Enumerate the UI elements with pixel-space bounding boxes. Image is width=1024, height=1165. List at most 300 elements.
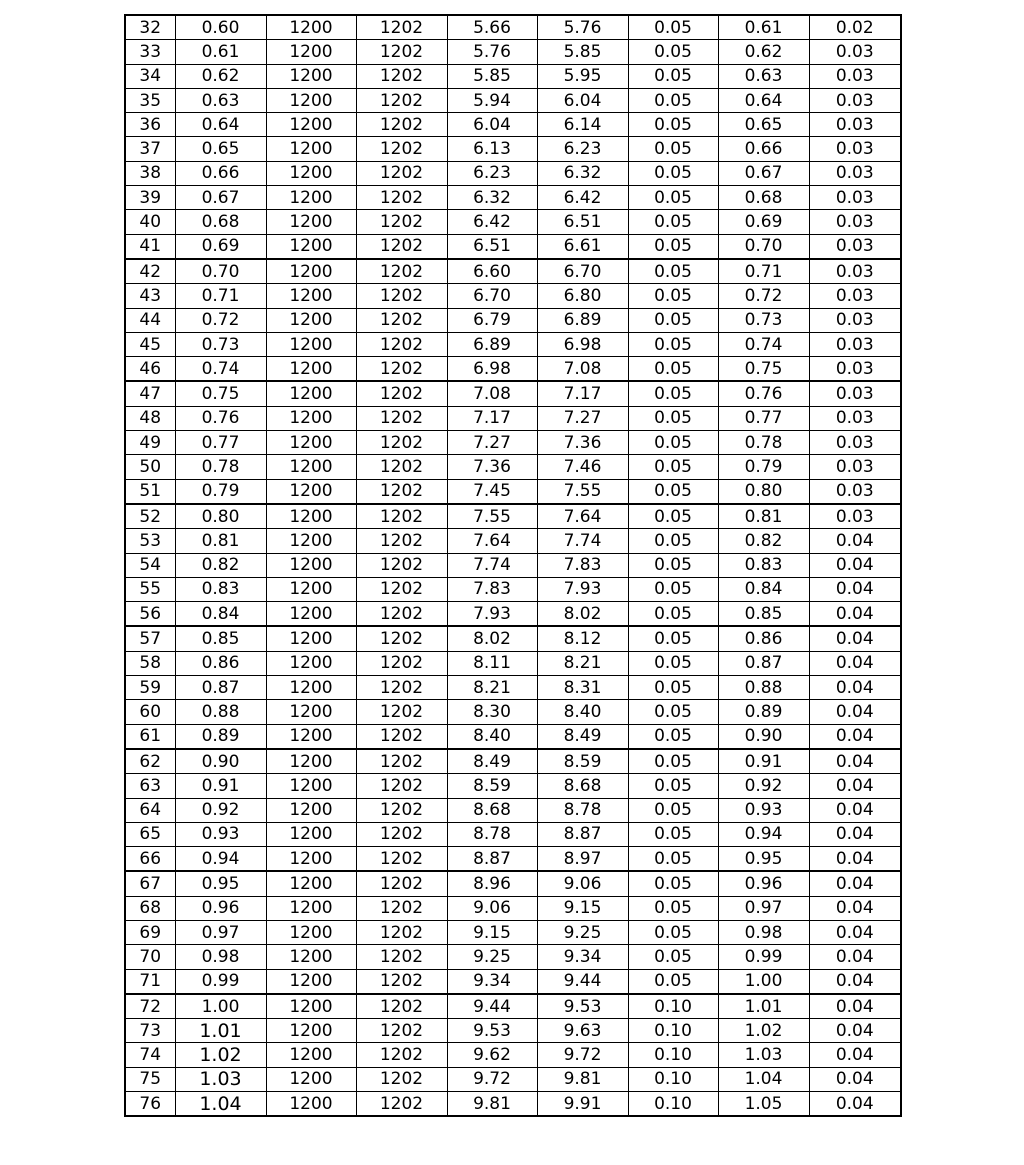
table-cell: 0.04	[809, 969, 901, 994]
table-cell: 1202	[356, 504, 447, 529]
table-cell: 0.68	[175, 210, 266, 234]
table-cell: 0.03	[809, 479, 901, 504]
table-cell: 1200	[266, 1019, 356, 1043]
table-cell: 8.87	[537, 822, 628, 846]
table-cell: 0.95	[175, 871, 266, 896]
table-cell: 0.04	[809, 529, 901, 553]
table-cell: 1200	[266, 651, 356, 675]
table-cell: 7.83	[447, 577, 537, 601]
table-cell: 0.05	[628, 455, 718, 479]
table-cell: 5.85	[447, 64, 537, 88]
table-cell: 1200	[266, 210, 356, 234]
table-cell: 1202	[356, 1019, 447, 1043]
table-cell: 0.03	[809, 406, 901, 430]
table-row	[125, 676, 901, 700]
table-cell: 0.87	[718, 651, 809, 675]
table-cell: 0.77	[175, 431, 266, 455]
table-cell: 58	[125, 651, 175, 675]
table-cell: 0.03	[809, 455, 901, 479]
table-cell: 1202	[356, 1067, 447, 1091]
table-cell: 0.65	[718, 113, 809, 137]
table-cell: 0.93	[175, 822, 266, 846]
table-cell: 0.87	[175, 676, 266, 700]
table-cell: 9.53	[537, 994, 628, 1019]
table-cell: 1202	[356, 210, 447, 234]
table-body	[125, 15, 901, 1116]
table-row	[125, 724, 901, 749]
table-cell: 0.84	[718, 577, 809, 601]
table-cell: 0.05	[628, 871, 718, 896]
table-cell: 0.70	[175, 259, 266, 284]
table-cell: 9.44	[537, 969, 628, 994]
table-cell: 0.72	[175, 308, 266, 332]
table-cell: 0.05	[628, 651, 718, 675]
table-cell: 8.87	[447, 847, 537, 872]
table-cell: 7.93	[447, 602, 537, 627]
table-cell: 59	[125, 676, 175, 700]
table-cell: 1202	[356, 529, 447, 553]
table-row	[125, 455, 901, 479]
table-cell: 0.04	[809, 798, 901, 822]
table-cell: 0.03	[809, 137, 901, 161]
table-cell: 1202	[356, 381, 447, 406]
table-cell: 1200	[266, 15, 356, 40]
table-cell: 9.15	[537, 896, 628, 920]
table-cell: 0.05	[628, 284, 718, 308]
table-cell: 8.21	[537, 651, 628, 675]
table-cell: 0.04	[809, 822, 901, 846]
table-cell: 0.04	[809, 676, 901, 700]
table-row	[125, 871, 901, 896]
table-row	[125, 920, 901, 944]
table-cell: 0.66	[718, 137, 809, 161]
table-cell: 65	[125, 822, 175, 846]
table-cell: 43	[125, 284, 175, 308]
table-cell: 0.73	[175, 332, 266, 356]
table-cell: 9.44	[447, 994, 537, 1019]
table-cell: 51	[125, 479, 175, 504]
table-cell: 0.95	[718, 847, 809, 872]
table-cell: 0.78	[175, 455, 266, 479]
table-cell: 6.80	[537, 284, 628, 308]
table-cell: 33	[125, 40, 175, 64]
table-cell: 0.05	[628, 847, 718, 872]
table-cell: 0.88	[718, 676, 809, 700]
table-cell: 0.85	[718, 602, 809, 627]
table-cell: 6.23	[537, 137, 628, 161]
table-cell: 8.68	[447, 798, 537, 822]
table-cell: 0.90	[718, 724, 809, 749]
table-row	[125, 64, 901, 88]
table-cell: 1202	[356, 896, 447, 920]
table-cell: 6.70	[537, 259, 628, 284]
table-cell: 1200	[266, 113, 356, 137]
table-cell: 1202	[356, 577, 447, 601]
table-cell: 1200	[266, 308, 356, 332]
table-cell: 1202	[356, 161, 447, 185]
table-cell: 8.21	[447, 676, 537, 700]
table-row	[125, 994, 901, 1019]
table-cell: 0.62	[175, 64, 266, 88]
table-cell: 0.03	[809, 40, 901, 64]
table-cell: 1202	[356, 994, 447, 1019]
table-cell: 6.14	[537, 113, 628, 137]
table-cell: 1200	[266, 602, 356, 627]
table-cell: 7.36	[537, 431, 628, 455]
table-row	[125, 381, 901, 406]
table-cell: 0.68	[718, 186, 809, 210]
table-cell: 1202	[356, 455, 447, 479]
table-cell: 0.03	[809, 259, 901, 284]
table-row	[125, 798, 901, 822]
table-cell: 0.04	[809, 724, 901, 749]
table-cell: 1200	[266, 553, 356, 577]
table-cell: 7.55	[447, 504, 537, 529]
table-cell: 0.60	[175, 15, 266, 40]
table-cell: 0.97	[718, 896, 809, 920]
data-table	[124, 14, 902, 1117]
table-cell: 6.98	[447, 357, 537, 382]
table-cell: 0.04	[809, 847, 901, 872]
table-cell: 1200	[266, 724, 356, 749]
table-cell: 1200	[266, 774, 356, 798]
table-cell: 0.04	[809, 1092, 901, 1117]
table-cell: 1200	[266, 676, 356, 700]
table-cell: 0.98	[175, 945, 266, 969]
table-cell: 9.34	[447, 969, 537, 994]
table-cell: 9.81	[447, 1092, 537, 1117]
table-cell: 1200	[266, 504, 356, 529]
table-cell: 66	[125, 847, 175, 872]
table-cell: 0.92	[718, 774, 809, 798]
table-cell: 0.61	[718, 15, 809, 40]
table-cell: 1202	[356, 88, 447, 112]
table-cell: 0.75	[718, 357, 809, 382]
table-cell: 7.17	[537, 381, 628, 406]
table-cell: 9.63	[537, 1019, 628, 1043]
table-cell: 1200	[266, 920, 356, 944]
table-cell: 0.92	[175, 798, 266, 822]
table-cell: 0.02	[809, 15, 901, 40]
table-cell: 1202	[356, 259, 447, 284]
table-cell: 1202	[356, 40, 447, 64]
table-cell: 0.05	[628, 577, 718, 601]
table-cell: 5.66	[447, 15, 537, 40]
table-cell: 1202	[356, 284, 447, 308]
table-cell: 1.04	[175, 1092, 266, 1117]
table-cell: 0.03	[809, 64, 901, 88]
table-cell: 0.77	[718, 406, 809, 430]
table-cell: 1.02	[718, 1019, 809, 1043]
table-cell: 0.03	[809, 234, 901, 259]
table-cell: 0.76	[718, 381, 809, 406]
table-cell: 1200	[266, 479, 356, 504]
table-cell: 1200	[266, 161, 356, 185]
table-cell: 56	[125, 602, 175, 627]
table-cell: 0.03	[809, 381, 901, 406]
table-cell: 1200	[266, 1043, 356, 1067]
table-cell: 7.64	[447, 529, 537, 553]
table-cell: 9.34	[537, 945, 628, 969]
table-row	[125, 137, 901, 161]
table-row	[125, 1043, 901, 1067]
table-cell: 7.83	[537, 553, 628, 577]
table-row	[125, 1067, 901, 1091]
table-cell: 73	[125, 1019, 175, 1043]
table-cell: 0.90	[175, 749, 266, 774]
table-cell: 0.05	[628, 626, 718, 651]
table-cell: 0.74	[175, 357, 266, 382]
table-cell: 1200	[266, 822, 356, 846]
table-cell: 0.03	[809, 308, 901, 332]
table-cell: 0.03	[809, 357, 901, 382]
table-cell: 0.79	[718, 455, 809, 479]
table-cell: 1200	[266, 798, 356, 822]
table-cell: 0.05	[628, 822, 718, 846]
table-cell: 0.10	[628, 1043, 718, 1067]
table-cell: 6.70	[447, 284, 537, 308]
table-cell: 0.10	[628, 1067, 718, 1091]
table-cell: 0.69	[718, 210, 809, 234]
table-cell: 7.27	[447, 431, 537, 455]
table-cell: 8.30	[447, 700, 537, 724]
table-cell: 1.03	[718, 1043, 809, 1067]
table-cell: 0.05	[628, 920, 718, 944]
table-cell: 0.82	[175, 553, 266, 577]
table-cell: 0.05	[628, 479, 718, 504]
table-cell: 0.05	[628, 357, 718, 382]
table-cell: 6.04	[447, 113, 537, 137]
table-row	[125, 210, 901, 234]
table-cell: 8.02	[537, 602, 628, 627]
table-cell: 0.05	[628, 896, 718, 920]
table-cell: 0.05	[628, 700, 718, 724]
table-cell: 1202	[356, 945, 447, 969]
table-cell: 0.80	[175, 504, 266, 529]
table-cell: 0.05	[628, 113, 718, 137]
table-cell: 0.72	[718, 284, 809, 308]
table-cell: 53	[125, 529, 175, 553]
table-cell: 0.73	[718, 308, 809, 332]
table-cell: 8.40	[537, 700, 628, 724]
table-cell: 0.04	[809, 749, 901, 774]
table-cell: 0.04	[809, 1043, 901, 1067]
table-cell: 1.02	[175, 1043, 266, 1067]
table-cell: 8.49	[447, 749, 537, 774]
table-cell: 1200	[266, 700, 356, 724]
table-cell: 0.79	[175, 479, 266, 504]
table-cell: 1200	[266, 749, 356, 774]
table-cell: 0.97	[175, 920, 266, 944]
table-cell: 9.15	[447, 920, 537, 944]
table-cell: 7.36	[447, 455, 537, 479]
table-cell: 0.83	[175, 577, 266, 601]
table-cell: 0.99	[718, 945, 809, 969]
table-cell: 48	[125, 406, 175, 430]
table-cell: 6.89	[537, 308, 628, 332]
table-cell: 1.00	[718, 969, 809, 994]
table-cell: 0.03	[809, 88, 901, 112]
table-cell: 8.02	[447, 626, 537, 651]
table-cell: 9.53	[447, 1019, 537, 1043]
table-cell: 1200	[266, 64, 356, 88]
table-cell: 0.05	[628, 40, 718, 64]
table-cell: 8.59	[447, 774, 537, 798]
table-cell: 0.74	[718, 332, 809, 356]
table-cell: 0.10	[628, 994, 718, 1019]
table-cell: 0.05	[628, 88, 718, 112]
table-cell: 1202	[356, 357, 447, 382]
table-cell: 70	[125, 945, 175, 969]
table-row	[125, 602, 901, 627]
table-cell: 1.01	[175, 1019, 266, 1043]
table-cell: 6.32	[537, 161, 628, 185]
table-cell: 0.80	[718, 479, 809, 504]
table-cell: 1200	[266, 381, 356, 406]
table-cell: 0.05	[628, 381, 718, 406]
table-cell: 1202	[356, 626, 447, 651]
table-cell: 61	[125, 724, 175, 749]
table-cell: 1200	[266, 234, 356, 259]
table-cell: 60	[125, 700, 175, 724]
table-cell: 0.05	[628, 234, 718, 259]
table-cell: 8.40	[447, 724, 537, 749]
table-row	[125, 234, 901, 259]
table-cell: 6.23	[447, 161, 537, 185]
table-row	[125, 896, 901, 920]
table-cell: 1202	[356, 332, 447, 356]
table-cell: 8.78	[537, 798, 628, 822]
table-cell: 0.05	[628, 406, 718, 430]
table-cell: 1202	[356, 137, 447, 161]
table-cell: 1200	[266, 137, 356, 161]
table-cell: 0.05	[628, 64, 718, 88]
table-cell: 7.74	[537, 529, 628, 553]
table-cell: 1200	[266, 431, 356, 455]
table-cell: 0.03	[809, 113, 901, 137]
table-cell: 1202	[356, 676, 447, 700]
table-cell: 0.05	[628, 774, 718, 798]
table-cell: 7.55	[537, 479, 628, 504]
table-cell: 1200	[266, 969, 356, 994]
table-cell: 0.05	[628, 332, 718, 356]
table-cell: 0.04	[809, 994, 901, 1019]
table-cell: 6.42	[447, 210, 537, 234]
table-cell: 7.45	[447, 479, 537, 504]
table-cell: 0.63	[718, 64, 809, 88]
table-cell: 0.98	[718, 920, 809, 944]
table-cell: 8.12	[537, 626, 628, 651]
table-row	[125, 774, 901, 798]
table-cell: 0.03	[809, 186, 901, 210]
table-cell: 0.04	[809, 626, 901, 651]
table-row	[125, 40, 901, 64]
table-row	[125, 479, 901, 504]
table-cell: 6.51	[447, 234, 537, 259]
table-cell: 0.05	[628, 431, 718, 455]
table-cell: 0.05	[628, 529, 718, 553]
table-cell: 7.27	[537, 406, 628, 430]
table-cell: 8.31	[537, 676, 628, 700]
table-cell: 0.05	[628, 724, 718, 749]
table-cell: 0.04	[809, 1019, 901, 1043]
table-row	[125, 700, 901, 724]
table-cell: 6.60	[447, 259, 537, 284]
table-row	[125, 332, 901, 356]
table-cell: 0.04	[809, 871, 901, 896]
table-cell: 0.96	[718, 871, 809, 896]
table-cell: 64	[125, 798, 175, 822]
table-cell: 0.91	[175, 774, 266, 798]
table-cell: 1200	[266, 994, 356, 1019]
table-cell: 0.05	[628, 259, 718, 284]
table-cell: 39	[125, 186, 175, 210]
table-row	[125, 945, 901, 969]
table-cell: 7.74	[447, 553, 537, 577]
table-cell: 9.72	[537, 1043, 628, 1067]
table-cell: 8.68	[537, 774, 628, 798]
table-cell: 6.42	[537, 186, 628, 210]
table-cell: 62	[125, 749, 175, 774]
table-cell: 76	[125, 1092, 175, 1117]
table-cell: 1202	[356, 15, 447, 40]
table-cell: 1202	[356, 847, 447, 872]
table-cell: 45	[125, 332, 175, 356]
table-cell: 6.13	[447, 137, 537, 161]
table-cell: 34	[125, 64, 175, 88]
table-cell: 0.03	[809, 161, 901, 185]
table-cell: 0.84	[175, 602, 266, 627]
table-cell: 0.05	[628, 504, 718, 529]
table-cell: 0.91	[718, 749, 809, 774]
table-row	[125, 431, 901, 455]
table-row	[125, 847, 901, 872]
table-cell: 1202	[356, 553, 447, 577]
table-cell: 8.96	[447, 871, 537, 896]
table-cell: 69	[125, 920, 175, 944]
table-cell: 75	[125, 1067, 175, 1091]
table-cell: 1200	[266, 1092, 356, 1117]
table-cell: 1.03	[175, 1067, 266, 1091]
table-cell: 1.00	[175, 994, 266, 1019]
table-cell: 8.59	[537, 749, 628, 774]
table-cell: 1202	[356, 749, 447, 774]
table-cell: 50	[125, 455, 175, 479]
table-cell: 1202	[356, 113, 447, 137]
table-cell: 0.03	[809, 431, 901, 455]
table-cell: 8.11	[447, 651, 537, 675]
table-row	[125, 308, 901, 332]
table-cell: 1200	[266, 332, 356, 356]
table-cell: 1200	[266, 896, 356, 920]
table-row	[125, 259, 901, 284]
table-cell: 0.64	[718, 88, 809, 112]
table-cell: 1200	[266, 1067, 356, 1091]
table-cell: 0.89	[718, 700, 809, 724]
table-cell: 7.08	[447, 381, 537, 406]
table-cell: 0.03	[809, 210, 901, 234]
table-cell: 0.67	[175, 186, 266, 210]
table-cell: 1202	[356, 798, 447, 822]
table-row	[125, 1019, 901, 1043]
table-cell: 0.78	[718, 431, 809, 455]
table-row	[125, 284, 901, 308]
table-cell: 46	[125, 357, 175, 382]
table-row	[125, 161, 901, 185]
table-cell: 1200	[266, 259, 356, 284]
table-cell: 41	[125, 234, 175, 259]
table-cell: 1200	[266, 945, 356, 969]
